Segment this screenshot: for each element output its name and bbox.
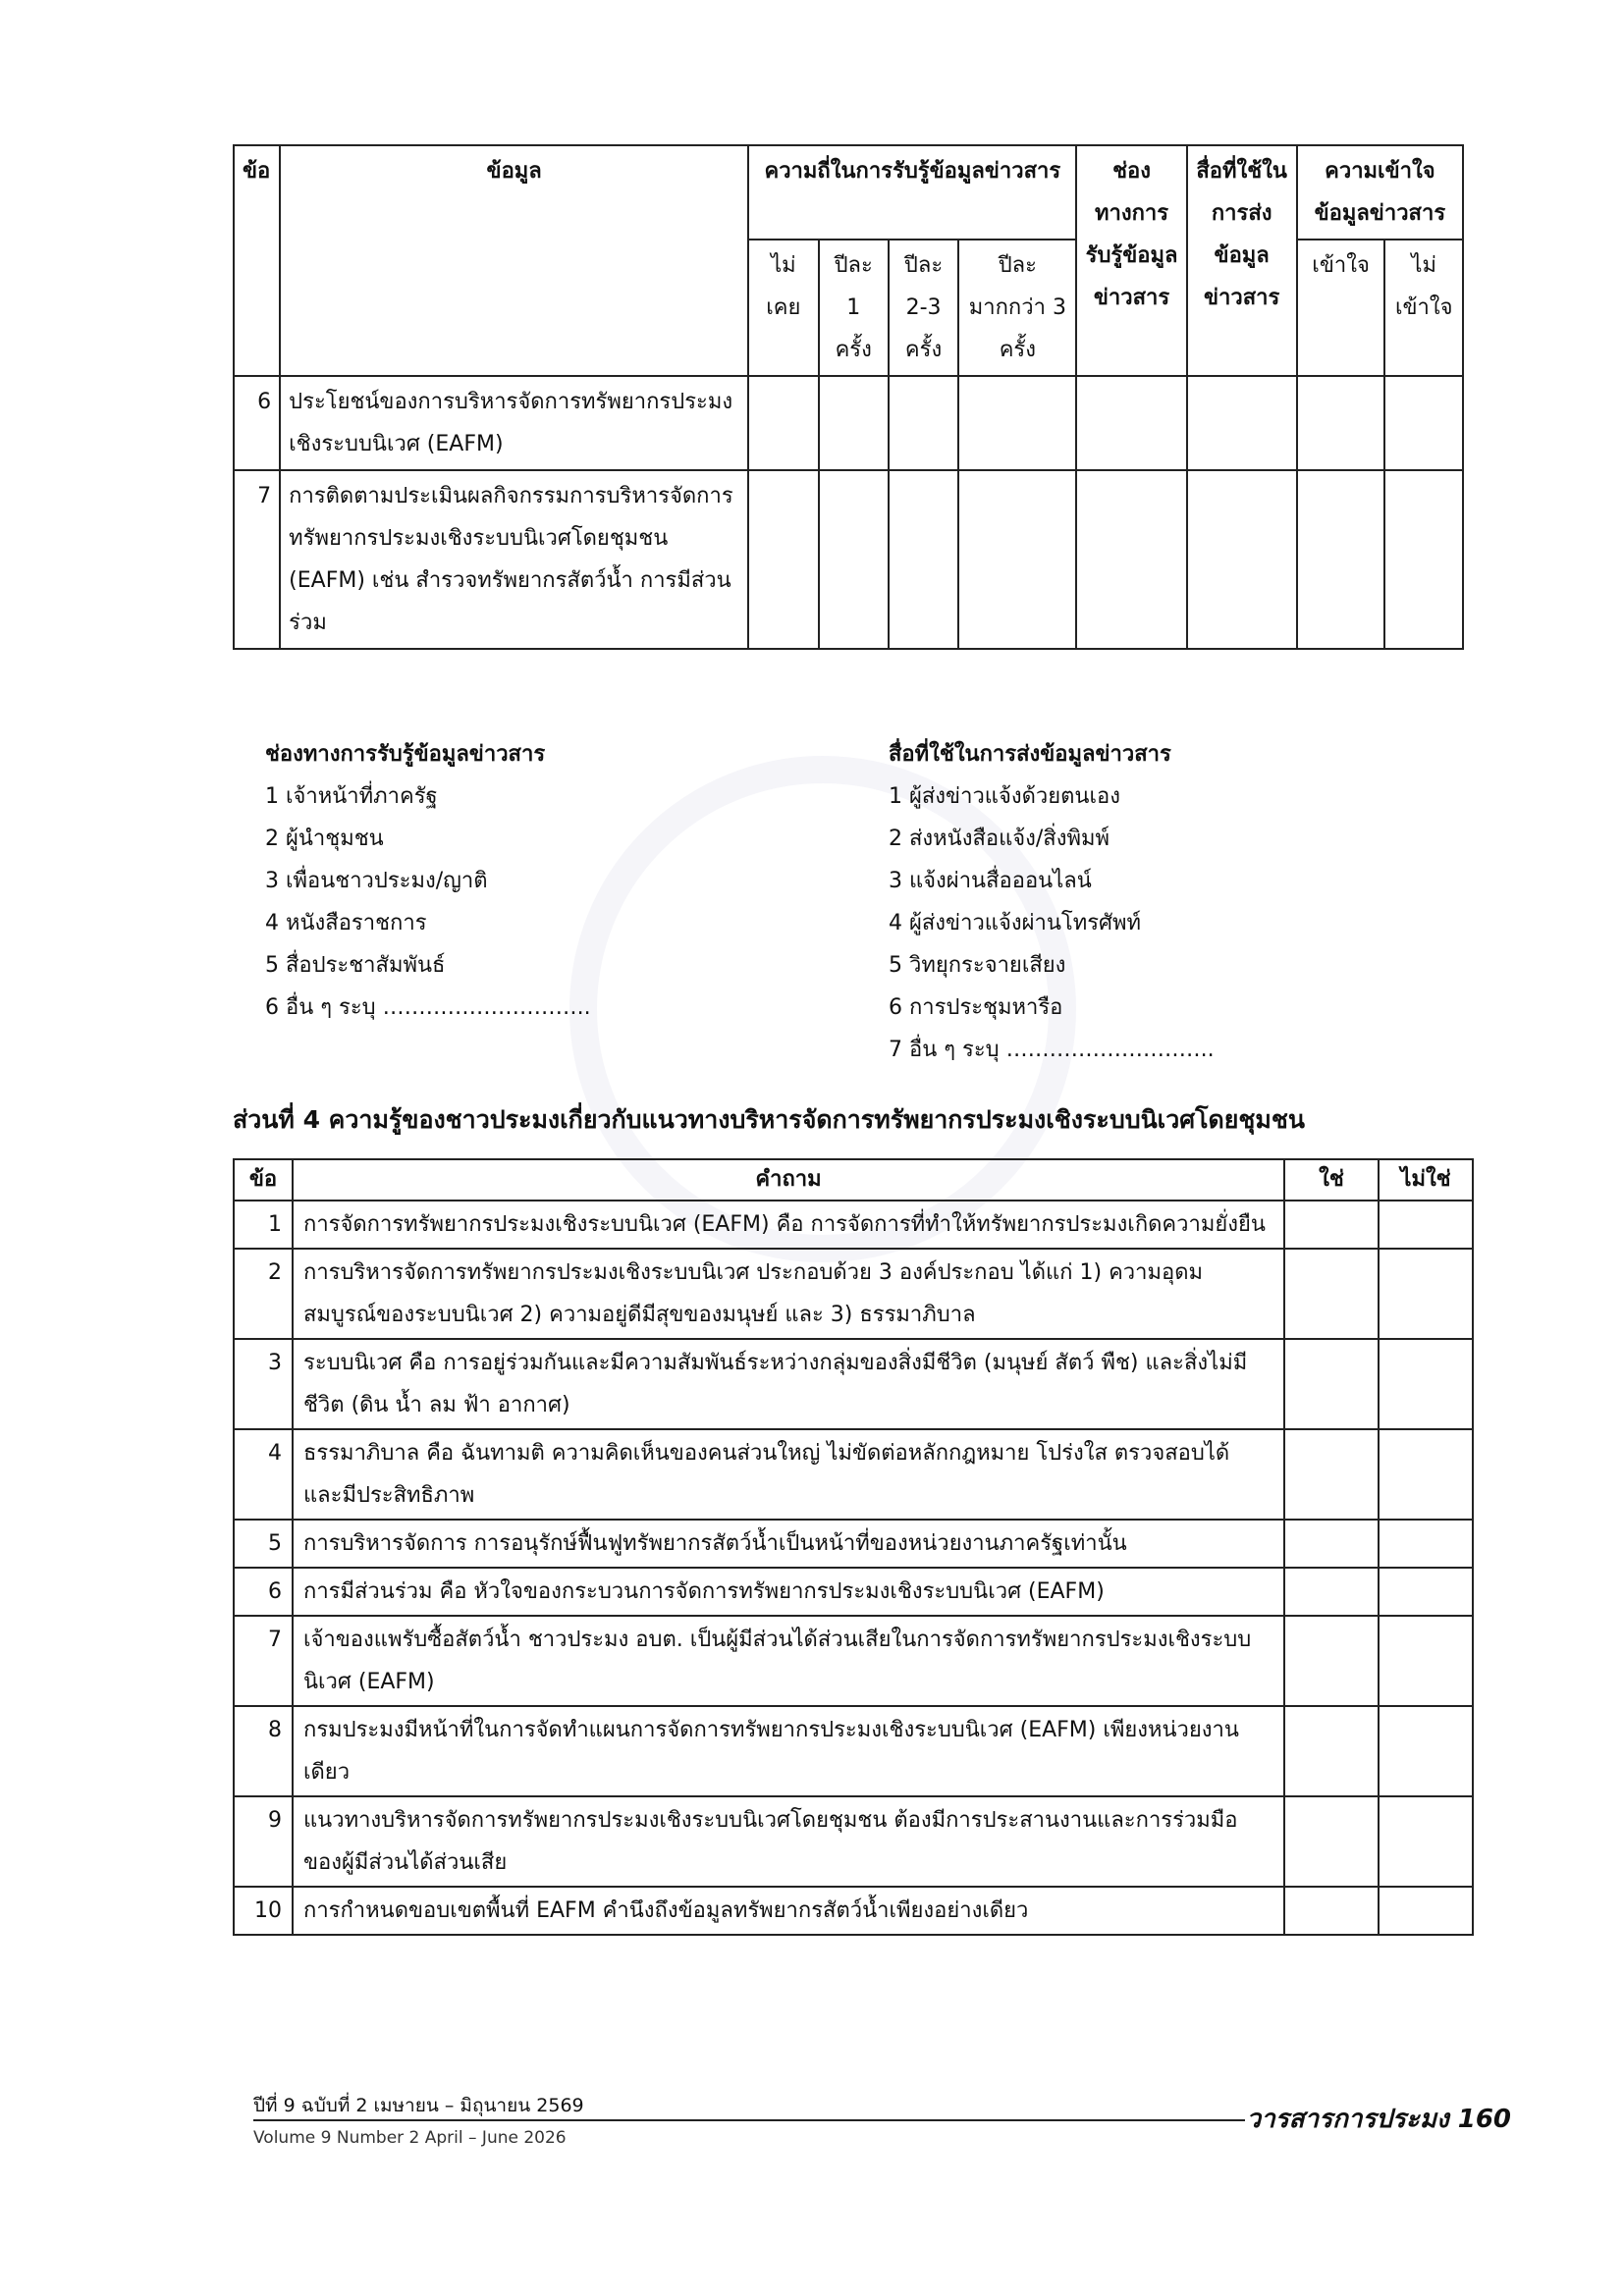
- answer-cell[interactable]: [748, 470, 818, 649]
- legend-item: 5 สื่อประชาสัมพันธ์: [265, 953, 446, 978]
- row-number: 2: [234, 1249, 293, 1339]
- footer-divider: [253, 2119, 1245, 2121]
- answer-cell[interactable]: [958, 470, 1076, 649]
- question-text: การจัดการทรัพยากรประมงเชิงระบบนิเวศ (EAFM) คือ การจัดการที่ทำให้ทรัพยากรประมงเกิดความยั่งยืน: [293, 1201, 1284, 1249]
- media-legend: [889, 733, 1215, 1071]
- no-cell[interactable]: [1379, 1429, 1473, 1520]
- table-row: [234, 1201, 1473, 1249]
- table-row: [234, 1429, 1473, 1520]
- answer-cell[interactable]: [889, 376, 958, 470]
- legend-item: 6 อื่น ๆ ระบุ ………………………..: [265, 995, 591, 1020]
- col-understanding: ความเข้าใจข้อมูลข่าวสาร: [1297, 145, 1463, 240]
- no-cell[interactable]: [1379, 1616, 1473, 1706]
- knowledge-table: [233, 1158, 1474, 1936]
- legend-item: 4 ผู้ส่งข่าวแจ้งผ่านโทรศัพท์: [889, 911, 1141, 935]
- question-text: แนวทางบริหารจัดการทรัพยากรประมงเชิงระบบนิเวศโดยชุมชน ต้องมีการประสานงานและการร่วมมือของผู้มีส่วนได้ส่วนเสีย: [293, 1796, 1284, 1887]
- legend-item: 6 การประชุมหารือ: [889, 995, 1063, 1020]
- table-row: [234, 1568, 1473, 1616]
- table-row: [234, 470, 1463, 649]
- channel-legend-title: ช่องทางการรับรู้ข้อมูลข่าวสาร: [265, 742, 546, 767]
- row-text: การติดตามประเมินผลกิจกรรมการบริหารจัดการทรัพยากรประมงเชิงระบบนิเวศโดยชุมชน (EAFM) เช่น สำรวจทรัพยากรสัตว์น้ำ การมีส่วนร่วม: [280, 470, 748, 649]
- no-cell[interactable]: [1379, 1249, 1473, 1339]
- answer-cell[interactable]: [1384, 470, 1463, 649]
- yes-cell[interactable]: [1284, 1706, 1379, 1796]
- row-number: 6: [234, 376, 280, 470]
- no-cell[interactable]: [1379, 1887, 1473, 1935]
- table-row: [234, 1887, 1473, 1935]
- col-not-understand: ไม่เข้าใจ: [1384, 240, 1463, 376]
- answer-cell[interactable]: [1187, 470, 1297, 649]
- information-perception-table: [233, 144, 1464, 650]
- col-understand: เข้าใจ: [1297, 240, 1385, 376]
- question-text: การบริหารจัดการ การอนุรักษ์ฟื้นฟูทรัพยากรสัตว์น้ำเป็นหน้าที่ของหน่วยงานภาครัฐเท่านั้น: [293, 1520, 1284, 1568]
- yes-cell[interactable]: [1284, 1201, 1379, 1249]
- row-number: 7: [234, 1616, 293, 1706]
- channel-legend: [265, 733, 591, 1029]
- row-number: 3: [234, 1339, 293, 1429]
- legend-item: 2 ส่งหนังสือแจ้ง/สิ่งพิมพ์: [889, 827, 1110, 851]
- answer-cell[interactable]: [1187, 376, 1297, 470]
- no-cell[interactable]: [1379, 1339, 1473, 1429]
- col-media: สื่อที่ใช้ในการส่งข้อมูลข่าวสาร: [1187, 145, 1297, 376]
- col-no-answer: ไม่ใช่: [1379, 1159, 1473, 1201]
- yes-cell[interactable]: [1284, 1339, 1379, 1429]
- col-info: ข้อมูล: [280, 145, 748, 376]
- legend-item: 7 อื่น ๆ ระบุ ………………………..: [889, 1038, 1215, 1062]
- question-text: การบริหารจัดการทรัพยากรประมงเชิงระบบนิเวศ ประกอบด้วย 3 องค์ประกอบ ได้แก่ 1) ความอุดมสมบูรณ์ของระบบนิเวศ 2) ความอยู่ดีมีสุขของมนุษย์ และ 3) ธรรมาภิบาล: [293, 1249, 1284, 1339]
- table-header-row: [234, 145, 1463, 240]
- media-legend-title: สื่อที่ใช้ในการส่งข้อมูลข่าวสาร: [889, 742, 1171, 767]
- table-row: [234, 1616, 1473, 1706]
- no-cell[interactable]: [1379, 1796, 1473, 1887]
- col-yes: ใช่: [1284, 1159, 1379, 1201]
- table-header-row: [234, 1159, 1473, 1201]
- answer-cell[interactable]: [1076, 376, 1186, 470]
- col-no: ข้อ: [234, 1159, 293, 1201]
- no-cell[interactable]: [1379, 1520, 1473, 1568]
- answer-cell[interactable]: [889, 470, 958, 649]
- question-text: การกำหนดขอบเขตพื้นที่ EAFM คำนึงถึงข้อมูลทรัพยากรสัตว์น้ำเพียงอย่างเดียว: [293, 1887, 1284, 1935]
- answer-cell[interactable]: [819, 376, 889, 470]
- col-freq-1: ปีละ 1 ครั้ง: [819, 240, 889, 376]
- question-text: ระบบนิเวศ คือ การอยู่ร่วมกันและมีความสัมพันธ์ระหว่างกลุ่มของสิ่งมีชีวิต (มนุษย์ สัตว์ พืช) และสิ่งไม่มีชีวิต (ดิน น้ำ ลม ฟ้า อากาศ): [293, 1339, 1284, 1429]
- legend-item: 1 ผู้ส่งข่าวแจ้งด้วยตนเอง: [889, 784, 1120, 809]
- col-freq-2-3: ปีละ 2-3 ครั้ง: [889, 240, 958, 376]
- yes-cell[interactable]: [1284, 1429, 1379, 1520]
- question-text: การมีส่วนร่วม คือ หัวใจของกระบวนการจัดการทรัพยากรประมงเชิงระบบนิเวศ (EAFM): [293, 1568, 1284, 1616]
- yes-cell[interactable]: [1284, 1887, 1379, 1935]
- row-number: 10: [234, 1887, 293, 1935]
- row-number: 5: [234, 1520, 293, 1568]
- no-cell[interactable]: [1379, 1201, 1473, 1249]
- answer-cell[interactable]: [819, 470, 889, 649]
- col-freq-more3: ปีละ มากกว่า 3 ครั้ง: [958, 240, 1076, 376]
- row-number: 1: [234, 1201, 293, 1249]
- legend-item: 3 เพื่อนชาวประมง/ญาติ: [265, 869, 488, 893]
- answer-cell[interactable]: [748, 376, 818, 470]
- col-channel: ช่องทางการรับรู้ข้อมูลข่าวสาร: [1076, 145, 1186, 376]
- question-text: ธรรมาภิบาล คือ ฉันทามติ ความคิดเห็นของคนส่วนใหญ่ ไม่ขัดต่อหลักกฎหมาย โปร่งใส ตรวจสอบได้ และมีประสิทธิภาพ: [293, 1429, 1284, 1520]
- answer-cell[interactable]: [1297, 470, 1385, 649]
- answer-cell[interactable]: [1384, 376, 1463, 470]
- legend-item: 4 หนังสือราชการ: [265, 911, 427, 935]
- yes-cell[interactable]: [1284, 1520, 1379, 1568]
- table-row: [234, 1520, 1473, 1568]
- row-number: 4: [234, 1429, 293, 1520]
- yes-cell[interactable]: [1284, 1796, 1379, 1887]
- legend-item: 3 แจ้งผ่านสื่อออนไลน์: [889, 869, 1092, 893]
- legend-item: 5 วิทยุกระจายเสียง: [889, 953, 1066, 978]
- row-number: 9: [234, 1796, 293, 1887]
- row-number: 6: [234, 1568, 293, 1616]
- journal-page-label: วารสารการประมง 160: [1246, 2105, 1511, 2134]
- yes-cell[interactable]: [1284, 1568, 1379, 1616]
- legend-item: 2 ผู้นำชุมชน: [265, 827, 384, 851]
- row-number: 7: [234, 470, 280, 649]
- table-row: [234, 376, 1463, 470]
- no-cell[interactable]: [1379, 1706, 1473, 1796]
- question-text: เจ้าของแพรับซื้อสัตว์น้ำ ชาวประมง อบต. เป็นผู้มีส่วนได้ส่วนเสียในการจัดการทรัพยากรประมงเชิงระบบนิเวศ (EAFM): [293, 1616, 1284, 1706]
- legend-item: 1 เจ้าหน้าที่ภาครัฐ: [265, 784, 438, 809]
- table-row: [234, 1706, 1473, 1796]
- table-row: [234, 1796, 1473, 1887]
- question-text: กรมประมงมีหน้าที่ในการจัดทำแผนการจัดการทรัพยากรประมงเชิงระบบนิเวศ (EAFM) เพียงหน่วยงานเดียว: [293, 1706, 1284, 1796]
- footer-issue-thai: ปีที่ 9 ฉบับที่ 2 เมษายน – มิถุนายน 2569: [253, 2095, 584, 2116]
- table-row: [234, 1249, 1473, 1339]
- table-row: [234, 1339, 1473, 1429]
- col-frequency: ความถี่ในการรับรู้ข้อมูลข่าวสาร: [748, 145, 1076, 240]
- footer-issue-english: Volume 9 Number 2 April – June 2026: [253, 2128, 567, 2148]
- col-freq-never: ไม่เคย: [748, 240, 818, 376]
- yes-cell[interactable]: [1284, 1616, 1379, 1706]
- col-question: คำถาม: [293, 1159, 1284, 1201]
- answer-cell[interactable]: [1297, 376, 1385, 470]
- col-no: ข้อ: [234, 145, 280, 376]
- yes-cell[interactable]: [1284, 1249, 1379, 1339]
- row-number: 8: [234, 1706, 293, 1796]
- section-heading: ส่วนที่ 4 ความรู้ของชาวประมงเกี่ยวกับแนวทางบริหารจัดการทรัพยากรประมงเชิงระบบนิเวศโดยชุมชน: [233, 1105, 1305, 1134]
- no-cell[interactable]: [1379, 1568, 1473, 1616]
- answer-cell[interactable]: [958, 376, 1076, 470]
- row-text: ประโยชน์ของการบริหารจัดการทรัพยากรประมงเชิงระบบนิเวศ (EAFM): [280, 376, 748, 470]
- answer-cell[interactable]: [1076, 470, 1186, 649]
